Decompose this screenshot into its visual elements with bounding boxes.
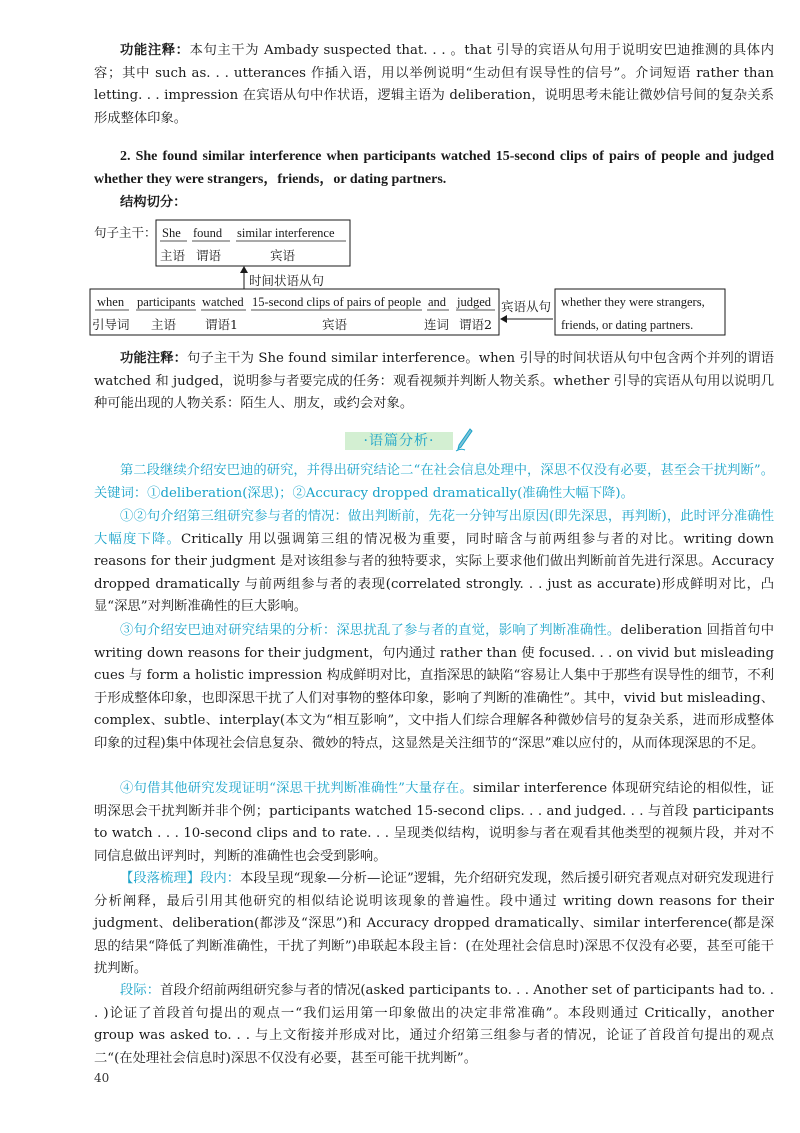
main-word-interference: similar interference [237,226,335,240]
function-note-label: 功能注释： [120,43,190,58]
clause-role-predicate1: 谓语1 [205,317,238,332]
inter-paragraph-label: 段际： [120,983,161,998]
section-title: ·语篇分析· [363,433,435,449]
example-sentence-2: 2. She found similar interference when participants watched 15-second clips of pairs of people and judged whether they were strangers，friends，or dating partners. [94,149,774,187]
whether-clause-line1: whether they were strangers, [561,295,705,309]
page-number: 40 [94,1071,110,1085]
function-note-text: 句子主干为 She found similar interference。when 引导的时间状语从句中包含两个并列的谓语 watched 和 judged，说明参与者要完成的任务：观看视频并判断人物关系。whether 引导的宾语从句用以说明几种可能出现的人物关系：陌生人、朋友，或约会对象。 [94,351,774,412]
main-role-subject: 主语 [160,248,186,263]
analysis-sentence-3 [94,620,774,756]
pen-icon [455,428,473,452]
analysis-sentence-4 [94,778,774,868]
clause-role-predicate2: 谓语2 [459,317,492,332]
clause-word-clips: 15-second clips of pairs of people [252,295,422,309]
whether-clause-line2: friends, or dating partners. [561,318,694,332]
structure-label: 结构切分： [120,195,187,210]
main-role-object: 宾语 [270,248,296,263]
main-clause-label: 句子主干： [94,225,157,240]
main-word-found: found [193,226,223,240]
analysis-highlight: ①②句介绍第三组研究参与者的情况：做出判断前，先花一分钟写出原因(即先深思，再判断)，此时评分准确性大幅度下降。 [94,509,774,547]
main-word-she: She [162,226,181,240]
clause-role-subject: 主语 [151,317,177,332]
arrow-left-icon [500,315,507,323]
paragraph-outline [94,868,774,981]
clause-word-judged: judged [457,295,492,309]
outline-text: 本段呈现“现象—分析—论证”逻辑，先介绍研究发现，然后援引研究者观点对研究发现进行分析阐释，最后引用其他研究的相似结论说明该现象的普遍性。段中通过 writing down reasons for their judgment、deliberation(都涉及“深思”)和 Accuracy dropped dramatically、similar interference(都是深思的结果“降低了判断准确性，干扰了判断”)串联起本段主旨：(在处理社会信息时)深思不仅没有必要，甚至可能干扰判断。 [94,871,774,977]
clause-role-object: 宾语 [322,317,348,332]
analysis-text: similar interference 体现研究结论的相似性，证明深思会干扰判断并非个例；participants watched 15-second clips. . . and judged. . . 与首段 participants to watch . . . 10-second clips and to rate. . . 呈现类似结构，说明参与者在观看其他类型的视频片段，并对不同信息做出评判时，判断的准确性也会受到影响。 [94,781,774,864]
clause-role-conjunction: 引导词 [92,317,130,332]
paragraph-summary: 第二段继续介绍安巴迪的研究，并得出研究结论二“在社会信息处理中，深思不仅没有必要，甚至会干扰判断”。关键词：①deliberation(深思)；②Accuracy dropped dramatically(准确性大幅下降)。 [94,463,774,501]
analysis-text: Critically 用以强调第三组的情况极为重要，同时暗含与前两组参与者的对比。writing down reasons for their judgment 是对该组参与者的独特要求，实际上要求他们做出判断前首先进行深思。Accuracy dropped dramatically 与前两组参与者的表现(correlated strongly. . . just as accurate)形成鲜明对比，凸显“深思”对判断准确性的巨大影响。 [94,531,774,615]
clause-role-connector: 连词 [424,317,450,332]
main-role-predicate: 谓语 [196,248,222,263]
time-clause-label: 时间状语从句 [249,273,325,288]
outline-label: 【段落梳理】段内： [120,871,241,886]
object-clause-label: 宾语从句 [501,299,552,314]
analysis-sentences-1-2 [94,506,774,619]
inter-paragraph-text: 首段介绍前两组研究参与者的情况(asked participants to. . . Another set of participants had to. . . )论证了首段首句提出的观点一“我们运用第一印象做出的决定非常准确”。本段则通过 Critically，another group was asked to. . . 与上文衔接并形成对比，通过介绍第三组参与者的情况，论证了首段首句提出的观点二“(在处理社会信息时)深思不仅没有必要，甚至可能干扰判断”。 [94,983,775,1066]
inter-paragraph-note [94,980,774,1070]
function-note-1 [94,40,774,130]
section-header [345,432,469,452]
function-note-text: 本句主干为 Ambady suspected that. . . 。that 引导的宾语从句用于说明安巴迪推测的具体内容；其中 such as. . . utterances 作插入语，用以举例说明“生动但有误导性的信号”。介词短语 rather than letting. . . impression 在宾语从句中作状语，逻辑主语为 deliberation，说明思考未能让微妙信号间的复杂关系形成整体印象。 [94,43,775,126]
clause-word-watched: watched [202,295,244,309]
analysis-highlight: ③句介绍安巴迪对研究结果的分析：深思扰乱了参与者的直觉，影响了判断准确性。 [120,623,621,638]
analysis-highlight: ④句借其他研究发现证明“深思干扰判断准确性”大量存在。 [120,781,473,796]
clause-word-when: when [97,295,125,309]
clause-word-participants: participants [137,295,196,309]
function-note-label: 功能注释： [120,351,188,366]
function-note-2 [94,348,774,416]
arrow-up-icon [240,266,248,273]
analysis-text: deliberation 回指首句中 writing down reasons for their judgment，句内通过 rather than 使 focused. . . on vivid but misleading cues 与 form a holistic impression 构成鲜明对比，直指深思的缺陷“容易让人集中于那些有误导性的细节，不利于形成整体印象，也即深思干扰了人们对事物的整体印象，影响了判断的准确性”。其中，vivid but misleading、complex、subtle、interplay(本文为“相互影响”，文中指人们综合理解各种微妙信号的复杂关系，进而形成整体印象的过程)集中体现社会信息复杂、微妙的特点，这显然是关注细节的“深思”难以应付的，从而体现深思的不足。 [94,623,774,751]
clause-word-and: and [428,295,447,309]
